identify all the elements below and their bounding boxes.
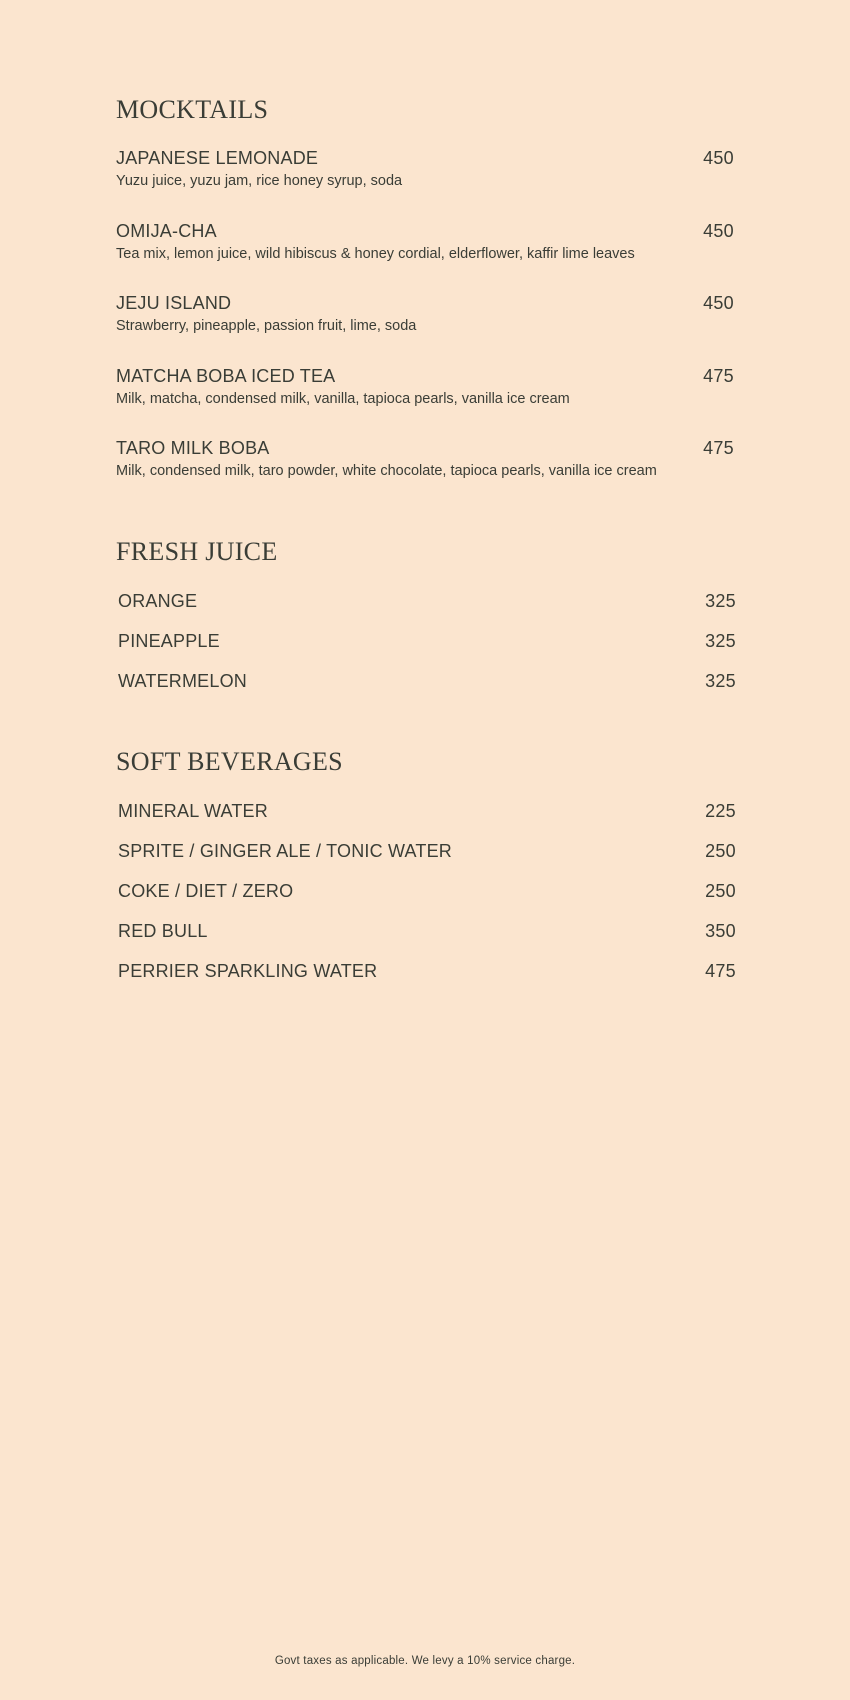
item-name: COKE / DIET / ZERO [118,881,294,901]
item-name: PERRIER SPARKLING WATER [118,961,378,981]
section-title-fresh-juice: FRESH JUICE [116,537,278,566]
menu-item [116,221,734,262]
item-description: Milk, condensed milk, taro powder, white chocolate, tapioca pearls, vanilla ice cream [116,463,657,479]
item-price: 225 [705,801,736,821]
item-price: 250 [705,841,736,861]
item-name: JAPANESE LEMONADE [116,148,319,168]
item-name: OMIJA-CHA [116,221,217,241]
item-description: Yuzu juice, yuzu jam, rice honey syrup, soda [116,173,403,189]
item-name: TARO MILK BOBA [116,438,270,458]
item-price: 325 [705,591,736,611]
menu-item [118,841,736,862]
menu-item [116,438,734,479]
item-price: 325 [705,631,736,651]
item-name: MATCHA BOBA ICED TEA [116,366,336,386]
item-name: PINEAPPLE [118,631,220,651]
menu-item [116,366,734,407]
menu-item [118,921,736,942]
item-name: WATERMELON [118,671,248,691]
menu-item [118,671,736,692]
item-price: 350 [705,921,736,941]
item-price: 250 [705,881,736,901]
item-name: ORANGE [118,591,198,611]
item-description: Strawberry, pineapple, passion fruit, lime, soda [116,318,417,334]
item-price: 450 [703,221,734,241]
menu-item [116,293,734,334]
item-price: 450 [703,148,734,168]
item-description: Tea mix, lemon juice, wild hibiscus & honey cordial, elderflower, kaffir lime leaves [116,246,635,262]
menu-item [118,961,736,982]
item-name: MINERAL WATER [118,801,268,821]
section-title-soft-beverages: SOFT BEVERAGES [116,747,343,776]
item-price: 475 [705,961,736,981]
item-price: 450 [703,293,734,313]
item-name: SPRITE / GINGER ALE / TONIC WATER [118,841,452,861]
menu-item [116,148,734,189]
item-price: 325 [705,671,736,691]
footer-note: Govt taxes as applicable. We levy a 10% service charge. [274,1655,576,1667]
menu-item [118,801,736,822]
menu-item [118,591,736,612]
section-title-mocktails: MOCKTAILS [116,95,269,124]
menu-item [118,881,736,902]
item-description: Milk, matcha, condensed milk, vanilla, tapioca pearls, vanilla ice cream [116,391,570,407]
item-price: 475 [703,366,734,386]
item-name: RED BULL [118,921,208,941]
item-price: 475 [703,438,734,458]
menu-item [118,631,736,652]
item-name: JEJU ISLAND [116,293,232,313]
